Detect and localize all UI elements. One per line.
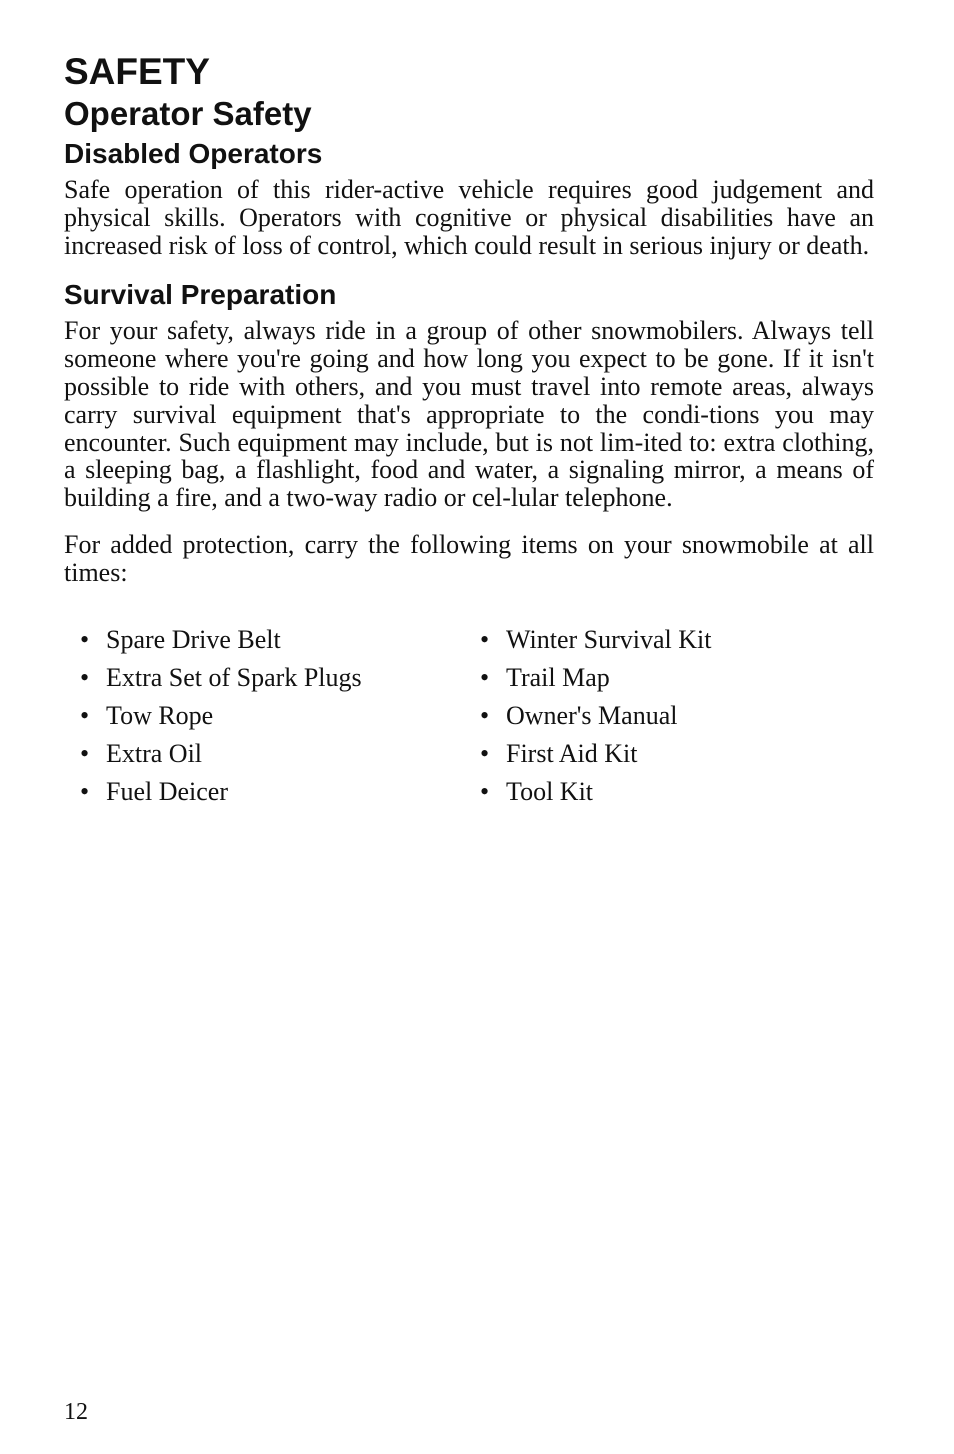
equipment-list-right: [464, 621, 711, 811]
disabled-operators-heading: Disabled Operators: [64, 138, 323, 169]
bullet: •: [480, 624, 490, 654]
list-item-label: Tow Rope: [106, 700, 214, 730]
list-item: [464, 659, 711, 697]
list-item-label: Spare Drive Belt: [106, 624, 281, 654]
list-item: [64, 621, 464, 659]
bullet: •: [480, 662, 490, 692]
list-item: [464, 773, 711, 811]
bullet: •: [480, 700, 490, 730]
bullet: •: [80, 776, 90, 806]
list-item-label: First Aid Kit: [506, 738, 638, 768]
survival-preparation-heading: Survival Preparation: [64, 279, 337, 311]
section-title: Operator Safety: [64, 95, 312, 132]
list-item-label: Fuel Deicer: [106, 776, 229, 806]
list-item-label: Extra Set of Spark Plugs: [106, 662, 362, 692]
list-item-label: Owner's Manual: [506, 700, 678, 730]
bullet: •: [80, 738, 90, 768]
list-item-label: Trail Map: [506, 662, 610, 692]
bullet: •: [80, 662, 90, 692]
list-item: [64, 735, 464, 773]
page-content: [64, 50, 874, 811]
survival-paragraph-2: For added protection, carry the following items on your snowmobile at all times:: [64, 529, 874, 587]
list-item: [64, 659, 464, 697]
list-item-label: Winter Survival Kit: [506, 624, 712, 654]
bullet: •: [480, 776, 490, 806]
chapter-title: SAFETY: [64, 51, 210, 92]
list-item: [64, 773, 464, 811]
bullet: •: [80, 624, 90, 654]
list-item-label: Tool Kit: [506, 776, 594, 806]
page-number: 12: [64, 1399, 88, 1425]
survival-paragraph-1: For your safety, always ride in a group of other snowmobilers. Always tell someone where you're going and how long you expect to be gone. If it isn't possible to ride with others, and you must travel into remote areas, always carry survival equipment that's appropriate to the condi-tions you may encounter. Such equipment may include, but is not lim-ited to: extra clothing, a sleeping bag, a flashlight, food and water, a signaling mirror, a means of building a fire, and a two-way radio or cel-lular telephone.: [64, 316, 874, 513]
list-item: [464, 621, 711, 659]
bullet: •: [80, 700, 90, 730]
list-item: [464, 735, 711, 773]
list-item: [464, 697, 711, 735]
bullet: •: [480, 738, 490, 768]
list-item-label: Extra Oil: [106, 738, 203, 768]
list-item: [64, 697, 464, 735]
equipment-list-left: [64, 621, 464, 811]
disabled-operators-text: Safe operation of this rider-active vehicle requires good judgement and physical skills. Operators with cognitive or physical disabilities have an increased risk of loss of control, which could result in serious injury or death.: [64, 175, 874, 260]
equipment-lists: [64, 621, 874, 811]
